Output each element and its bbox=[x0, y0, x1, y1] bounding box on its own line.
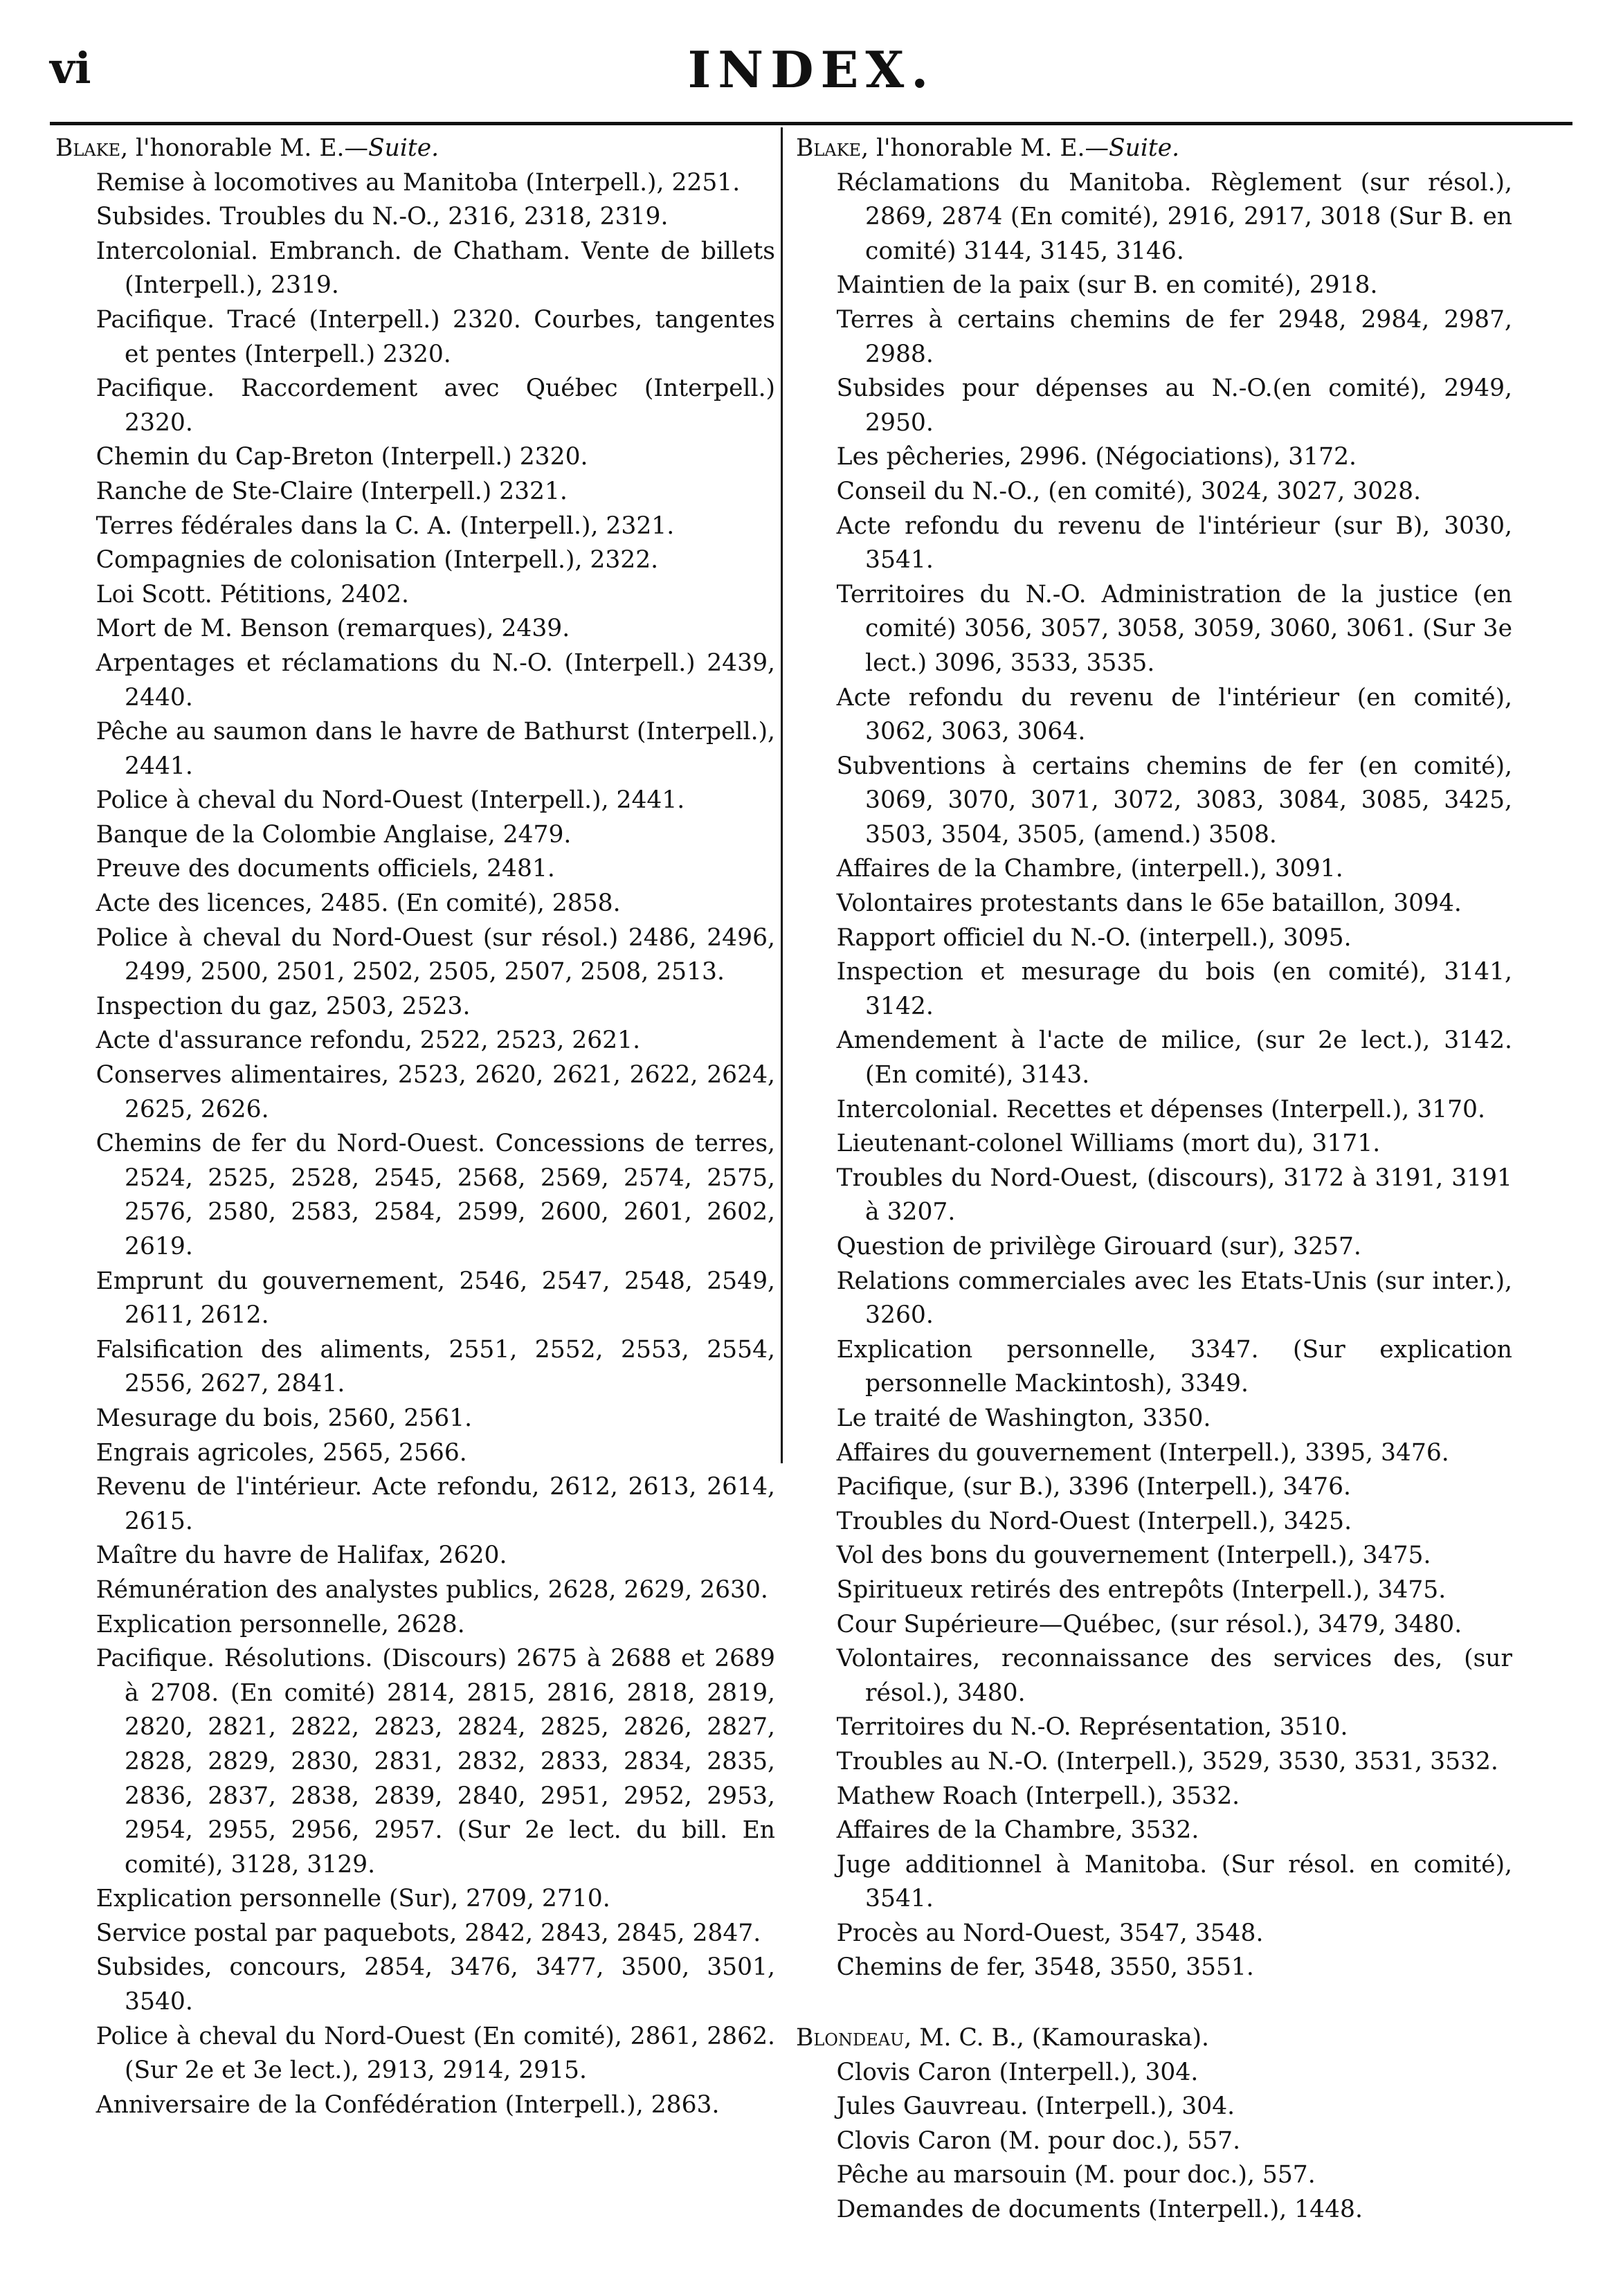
index-entry: Mort de M. Benson (remarques), 2439. bbox=[96, 615, 570, 643]
heading-suite: Suite. bbox=[368, 134, 439, 162]
index-entry: Chemin du Cap-Breton (Interpell.) 2320. bbox=[96, 443, 588, 471]
index-entry: Subventions à certains chemins de fer (en comité), 3069, 3070, 3071, 3072, 3083, 3084, 3085, 3425, 3503, 3504, 3505, (amend.) 3508. bbox=[836, 752, 1512, 849]
index-entry: Juge additionnel à Manitoba. (Sur résol. en comité), 3541. bbox=[836, 1850, 1512, 1913]
index-entry: Affaires du gouvernement (Interpell.), 3395, 3476. bbox=[836, 1438, 1449, 1467]
index-entry: Spiritueux retirés des entrepôts (Interpell.), 3475. bbox=[836, 1575, 1447, 1604]
index-entry: Acte des licences, 2485. (En comité), 2858. bbox=[96, 889, 621, 918]
index-entry: Remise à locomotives au Manitoba (Interpell.), 2251. bbox=[96, 168, 741, 197]
index-entry: Mathew Roach (Interpell.), 3532. bbox=[836, 1782, 1240, 1810]
index-entry: Question de privilège Girouard (sur), 3257. bbox=[836, 1233, 1361, 1260]
index-entry: Terres fédérales dans la C. A. (Interpell.), 2321. bbox=[96, 512, 675, 540]
entry-heading-blondeau bbox=[796, 2021, 1512, 2056]
index-entry: Maintien de la paix (sur B. en comité), 2918. bbox=[836, 271, 1378, 300]
index-entry: Police à cheval du Nord-Ouest (Interpell.), 2441. bbox=[96, 786, 685, 815]
index-entry: Banque de la Colombie Anglaise, 2479. bbox=[96, 820, 572, 849]
index-entry: Pacifique. Tracé (Interpell.) 2320. Courbes, tangentes et pentes (Interpell.) 2320. bbox=[96, 305, 775, 368]
index-entry: Intercolonial. Embranch. de Chatham. Vente de billets (Interpell.), 2319. bbox=[96, 237, 775, 300]
header-rule bbox=[50, 122, 1572, 125]
index-entry: Police à cheval du Nord-Ouest (En comité), 2861, 2862. (Sur 2e et 3e lect.), 2913, 2914, 2915. bbox=[96, 2022, 775, 2085]
index-entry: Procès au Nord-Ouest, 3547, 3548. bbox=[836, 1919, 1264, 1947]
right-blondeau-entries bbox=[796, 2056, 1512, 2227]
index-entry: Preuve des documents officiels, 2481. bbox=[96, 855, 555, 883]
index-entry: Intercolonial. Recettes et dépenses (Interpell.), 3170. bbox=[836, 1095, 1485, 1123]
index-entry: Revenu de l'intérieur. Acte refondu, 2612, 2613, 2614, 2615. bbox=[96, 1473, 775, 1535]
index-entry: Police à cheval du Nord-Ouest (sur résol.) 2486, 2496, 2499, 2500, 2501, 2502, 2505, 2507, 2508, 2513. bbox=[96, 923, 775, 986]
index-entry: Territoires du N.-O. Administration de la justice (en comité) 3056, 3057, 3058, 3059, 3060, 3061. (Sur 3e lect.) 3096, 3533, 3535. bbox=[836, 580, 1512, 677]
index-entry: Subsides pour dépenses au N.-O.(en comité), 2949, 2950. bbox=[836, 374, 1512, 437]
index-entry: Compagnies de colonisation (Interpell.), 2322. bbox=[96, 546, 659, 575]
index-entry: Vol des bons du gouvernement (Interpell.), 3475. bbox=[836, 1542, 1431, 1570]
index-entry: Rapport officiel du N.-O. (interpell.), 3095. bbox=[836, 923, 1352, 952]
index-entry: Lieutenant-colonel Williams (mort du), 3171. bbox=[836, 1130, 1381, 1158]
index-entry: Terres à certains chemins de fer 2948, 2984, 2987, 2988. bbox=[836, 305, 1512, 368]
heading-rest: , l'honorable M. E.— bbox=[120, 134, 368, 162]
heading-suite: Suite. bbox=[1108, 134, 1180, 162]
index-entry: Troubles du Nord-Ouest (Interpell.), 3425. bbox=[836, 1507, 1352, 1535]
index-entry: Explication personnelle, 2628. bbox=[96, 1610, 465, 1638]
heading-name: Blondeau bbox=[796, 2024, 905, 2052]
index-entry: Acte d'assurance refondu, 2522, 2523, 2621. bbox=[96, 1027, 641, 1055]
page-title: INDEX. bbox=[687, 40, 936, 99]
index-entry: Falsification des aliments, 2551, 2552, 2553, 2554, 2556, 2627, 2841. bbox=[96, 1335, 775, 1398]
right-column bbox=[796, 132, 1512, 2227]
index-entry: Acte refondu du revenu de l'intérieur (sur B), 3030, 3541. bbox=[836, 512, 1512, 575]
right-blake-entries bbox=[796, 166, 1512, 1985]
index-entry: Conserves alimentaires, 2523, 2620, 2621, 2622, 2624, 2625, 2626. bbox=[96, 1061, 775, 1123]
index-entry: Amendement à l'acte de milice, (sur 2e lect.), 3142. (En comité), 3143. bbox=[836, 1027, 1512, 1090]
index-entry: Maître du havre de Halifax, 2620. bbox=[96, 1542, 507, 1570]
index-entry: Pêche au saumon dans le havre de Bathurst (Interpell.), 2441. bbox=[96, 718, 775, 780]
page-number: vi bbox=[50, 43, 91, 93]
index-entry: Arpentages et réclamations du N.-O. (Interpell.) 2439, 2440. bbox=[96, 649, 775, 712]
index-entry: Cour Supérieure—Québec, (sur résol.), 3479, 3480. bbox=[836, 1610, 1462, 1638]
index-entry: Volontaires, reconnaissance des services des, (sur résol.), 3480. bbox=[836, 1645, 1512, 1707]
index-entry: Clovis Caron (M. pour doc.), 557. bbox=[836, 2126, 1241, 2155]
index-entry: Inspection et mesurage du bois (en comité), 3141, 3142. bbox=[836, 958, 1512, 1020]
index-entry: Jules Gauvreau. (Interpell.), 304. bbox=[836, 2092, 1235, 2121]
index-entry: Chemins de fer, 3548, 3550, 3551. bbox=[836, 1953, 1254, 1982]
index-entry: Emprunt du gouvernement, 2546, 2547, 2548, 2549, 2611, 2612. bbox=[96, 1267, 775, 1330]
index-entry: Demandes de documents (Interpell.), 1448. bbox=[836, 2196, 1363, 2224]
index-entry: Pêche au marsouin (M. pour doc.), 557. bbox=[836, 2161, 1316, 2189]
index-entry: Chemins de fer du Nord-Ouest. Concessions de terres, 2524, 2525, 2528, 2545, 2568, 2569, 2574, 2575, 2576, 2580, 2583, 2584, 2599, 2600, 2601, 2602, 2619. bbox=[96, 1130, 775, 1260]
index-entry: Mesurage du bois, 2560, 2561. bbox=[96, 1404, 473, 1432]
index-entry: Le traité de Washington, 3350. bbox=[836, 1404, 1211, 1432]
index-entry: Engrais agricoles, 2565, 2566. bbox=[96, 1438, 467, 1467]
index-entry: Subsides. Troubles du N.-O., 2316, 2318, 2319. bbox=[96, 203, 669, 231]
index-entry: Pacifique. Résolutions. (Discours) 2675 à 2688 et 2689 à 2708. (En comité) 2814, 2815, 2816, 2818, 2819, 2820, 2821, 2822, 2823, 2824, 2825, 2826, 2827, 2828, 2829, 2830, 2831, 2832, 2833, 2834, 2835, 2836, 2837, 2838, 2839, 2840, 2951, 2952, 2953, 2954, 2955, 2956, 2957. (Sur 2e lect. du bill. En comité), 3128, 3129. bbox=[96, 1645, 775, 1879]
index-entry: Explication personnelle (Sur), 2709, 2710. bbox=[96, 1885, 610, 1913]
index-entry: Pacifique. Raccordement avec Québec (Interpell.) 2320. bbox=[96, 374, 775, 437]
column-divider bbox=[781, 127, 783, 1463]
index-entry: Réclamations du Manitoba. Règlement (sur résol.), 2869, 2874 (En comité), 2916, 2917, 3018 (Sur B. en comité) 3144, 3145, 3146. bbox=[836, 168, 1512, 265]
left-entries bbox=[55, 166, 775, 2123]
index-entry: Rémunération des analystes publics, 2628, 2629, 2630. bbox=[96, 1575, 768, 1604]
heading-name: Blake bbox=[55, 134, 121, 162]
left-column bbox=[55, 132, 775, 2122]
index-entry: Subsides, concours, 2854, 3476, 3477, 3500, 3501, 3540. bbox=[96, 1953, 775, 2016]
index-entry: Relations commerciales avec les Etats-Unis (sur inter.), 3260. bbox=[836, 1267, 1512, 1330]
index-entry: Ranche de Ste-Claire (Interpell.) 2321. bbox=[96, 477, 568, 505]
index-entry: Service postal par paquebots, 2842, 2843, 2845, 2847. bbox=[96, 1919, 761, 1947]
heading-rest: , M. C. B., (Kamouraska). bbox=[904, 2024, 1210, 2052]
index-entry: Loi Scott. Pétitions, 2402. bbox=[96, 580, 409, 608]
index-entry: Pacifique, (sur B.), 3396 (Interpell.), 3476. bbox=[836, 1473, 1352, 1501]
index-entry: Affaires de la Chambre, 3532. bbox=[836, 1816, 1199, 1845]
index-entry: Volontaires protestants dans le 65e bataillon, 3094. bbox=[836, 889, 1462, 918]
index-entry: Anniversaire de la Confédération (Interpell.), 2863. bbox=[96, 2090, 720, 2119]
index-entry: Affaires de la Chambre, (interpell.), 3091. bbox=[836, 855, 1343, 883]
index-entry: Les pêcheries, 2996. (Négociations), 3172. bbox=[836, 443, 1357, 471]
index-entry: Troubles au N.-O. (Interpell.), 3529, 3530, 3531, 3532. bbox=[836, 1747, 1498, 1775]
index-entry: Acte refondu du revenu de l'intérieur (en comité), 3062, 3063, 3064. bbox=[836, 683, 1512, 746]
index-entry: Clovis Caron (Interpell.), 304. bbox=[836, 2058, 1199, 2086]
heading-rest: , l'honorable M. E.— bbox=[861, 134, 1109, 162]
index-entry: Conseil du N.-O., (en comité), 3024, 3027, 3028. bbox=[836, 477, 1422, 505]
entry-heading-blake bbox=[55, 132, 775, 166]
heading-name: Blake bbox=[796, 134, 862, 162]
index-entry: Explication personnelle, 3347. (Sur explication personnelle Mackintosh), 3349. bbox=[836, 1335, 1512, 1398]
entry-heading-blake-suite bbox=[796, 132, 1512, 166]
index-entry: Inspection du gaz, 2503, 2523. bbox=[96, 992, 471, 1020]
index-entry: Troubles du Nord-Ouest, (discours), 3172 à 3191, 3191 à 3207. bbox=[836, 1164, 1512, 1227]
index-entry: Territoires du N.-O. Représentation, 3510. bbox=[836, 1713, 1348, 1742]
